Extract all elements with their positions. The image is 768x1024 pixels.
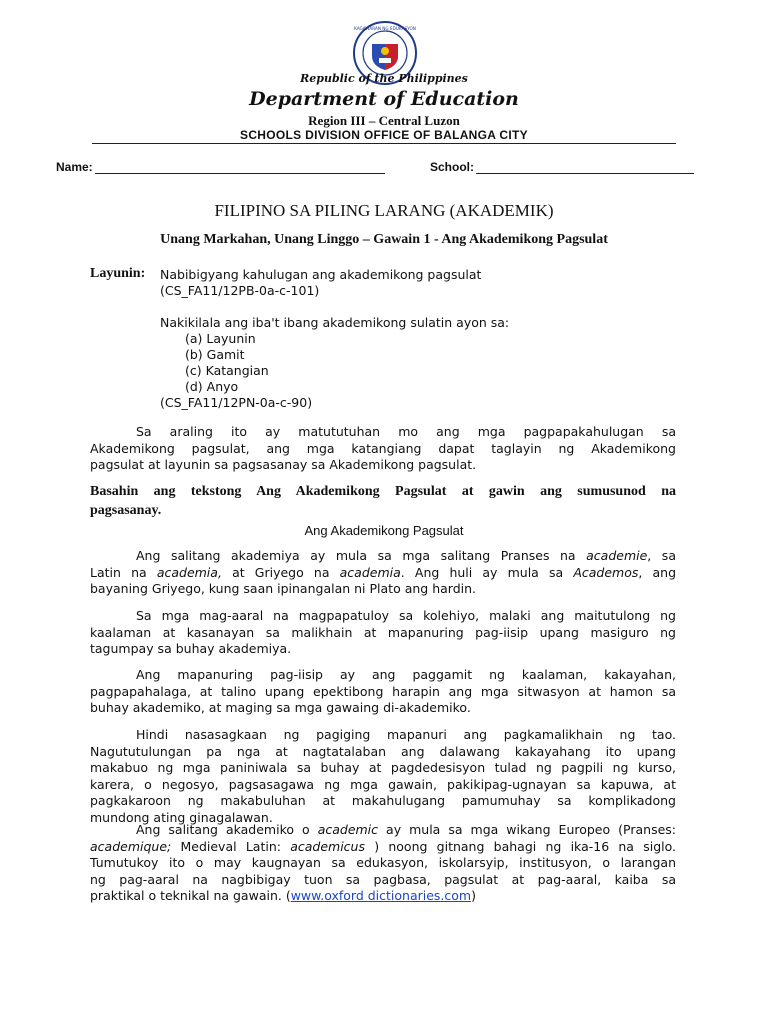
- name-label: Name:: [56, 160, 93, 174]
- objective-1-code: (CS_FA11/12PB-0a-c-101): [160, 283, 320, 298]
- objective-item: (a) Layunin: [185, 331, 256, 346]
- division-line: SCHOOLS DIVISION OFFICE OF BALANGA CITY: [240, 128, 528, 142]
- objective-2: Nakikilala ang iba't ibang akademikong sulatin ayon sa:: [160, 315, 510, 330]
- school-label: School:: [430, 160, 474, 174]
- objective-2-code: (CS_FA11/12PN-0a-c-90): [160, 395, 313, 410]
- republic-line: Republic of the Philippines: [300, 72, 468, 85]
- school-field[interactable]: [430, 160, 694, 174]
- intro-paragraph: Sa araling ito ay matututuhan mo ang mga pagpapakahulugan sa Akademikong pagsulat, ang mga katangiang dapat taglayin ng Akademikong pagsulat at layunin sa pagsasanay sa Akademikong pagsulat.: [90, 424, 676, 473]
- worksheet-title: FILIPINO SA PILING LARANG (AKADEMIK): [214, 201, 554, 220]
- name-field[interactable]: [56, 160, 385, 174]
- objective-item: (d) Anyo: [185, 379, 239, 394]
- oxford-dictionaries-link[interactable]: www.oxford dictionaries.com: [290, 888, 472, 904]
- instruction-text: Basahin ang tekstong Ang Akademikong Pagsulat at gawin ang sumusunod na pagsasanay.: [90, 484, 676, 518]
- paragraph-3: Ang mapanuring pag-iisip ay ang paggamit ng kaalaman, kakayahan, pagpapahalaga, at talino upang epektibong harapin ang mga sitwasyon at hamon sa buhay akademiko, at maging sa mga gawaing di-akademiko.: [90, 667, 676, 716]
- paragraph-4: Hindi nasasagkaan ng pagiging mapanuri ang pagkamalikhain ng tao. Nagututulungan pa nga at nagtatalaban ang dalawang kakayahang ito upang makabuo ng mga paniniwala sa buhay at pagdedesisyon tulad ng pagpili ng kurso, karera, o negosyo, pagsasagawa ng mga gawain, pakikipag-ugnayan sa kapuwa, at pagkakaroon ng makabuluhan at makahulugang pamumuhay sa komplikadong mundong ating ginagalawan.: [90, 727, 676, 825]
- region-line: Region III – Central Luzon: [308, 113, 460, 128]
- objective-item: (b) Gamit: [185, 347, 245, 362]
- school-blank[interactable]: [476, 161, 694, 174]
- objective-item: (c) Katangian: [185, 363, 269, 378]
- worksheet-subtitle: Unang Markahan, Unang Linggo – Gawain 1 - Ang Akademikong Pagsulat: [160, 232, 608, 247]
- header-divider: [92, 143, 676, 144]
- paragraph-5: Ang salitang akademiko o academic ay mula sa mga wikang Europeo (Pranses: academique; Medieval Latin: academicus ) noong gitnang bahagi ng ika-16 na siglo. Tumutukoy ito o may kaugnayan sa edukasyon, iskolarsyip, institusyon, o larangan ng pag-aaral na nagbibigay tuon sa pagbasa, pagsulat at pag-aaral, kaiba sa praktikal o teknikal na gawain. (www.oxford dictionaries.com): [90, 822, 677, 904]
- objectives-label: Layunin:: [90, 266, 146, 281]
- name-blank[interactable]: [95, 161, 385, 174]
- reading-title: Ang Akademikong Pagsulat: [304, 523, 464, 538]
- paragraph-1: Ang salitang akademiya ay mula sa mga salitang Pranses na academie, sa Latin na academia, at Griyego na academia. Ang huli ay mula sa Academos, ang bayaning Griyego, kung saan ipinangalan ni Plato ang hardin.: [90, 548, 676, 597]
- objective-1: Nabibigyang kahulugan ang akademikong pagsulat: [160, 267, 482, 282]
- paragraph-2: Sa mga mag-aaral na magpapatuloy sa kolehiyo, malaki ang maitutulong ng kaalaman at kasanayan sa malikhain at mapanuring pag-iisip upang masiguro ng tagumpay sa buhay akademiya.: [90, 608, 676, 657]
- seal-text: KAGAWARAN NG EDUKASYON: [354, 26, 416, 31]
- department-title: Department of Education: [249, 88, 519, 110]
